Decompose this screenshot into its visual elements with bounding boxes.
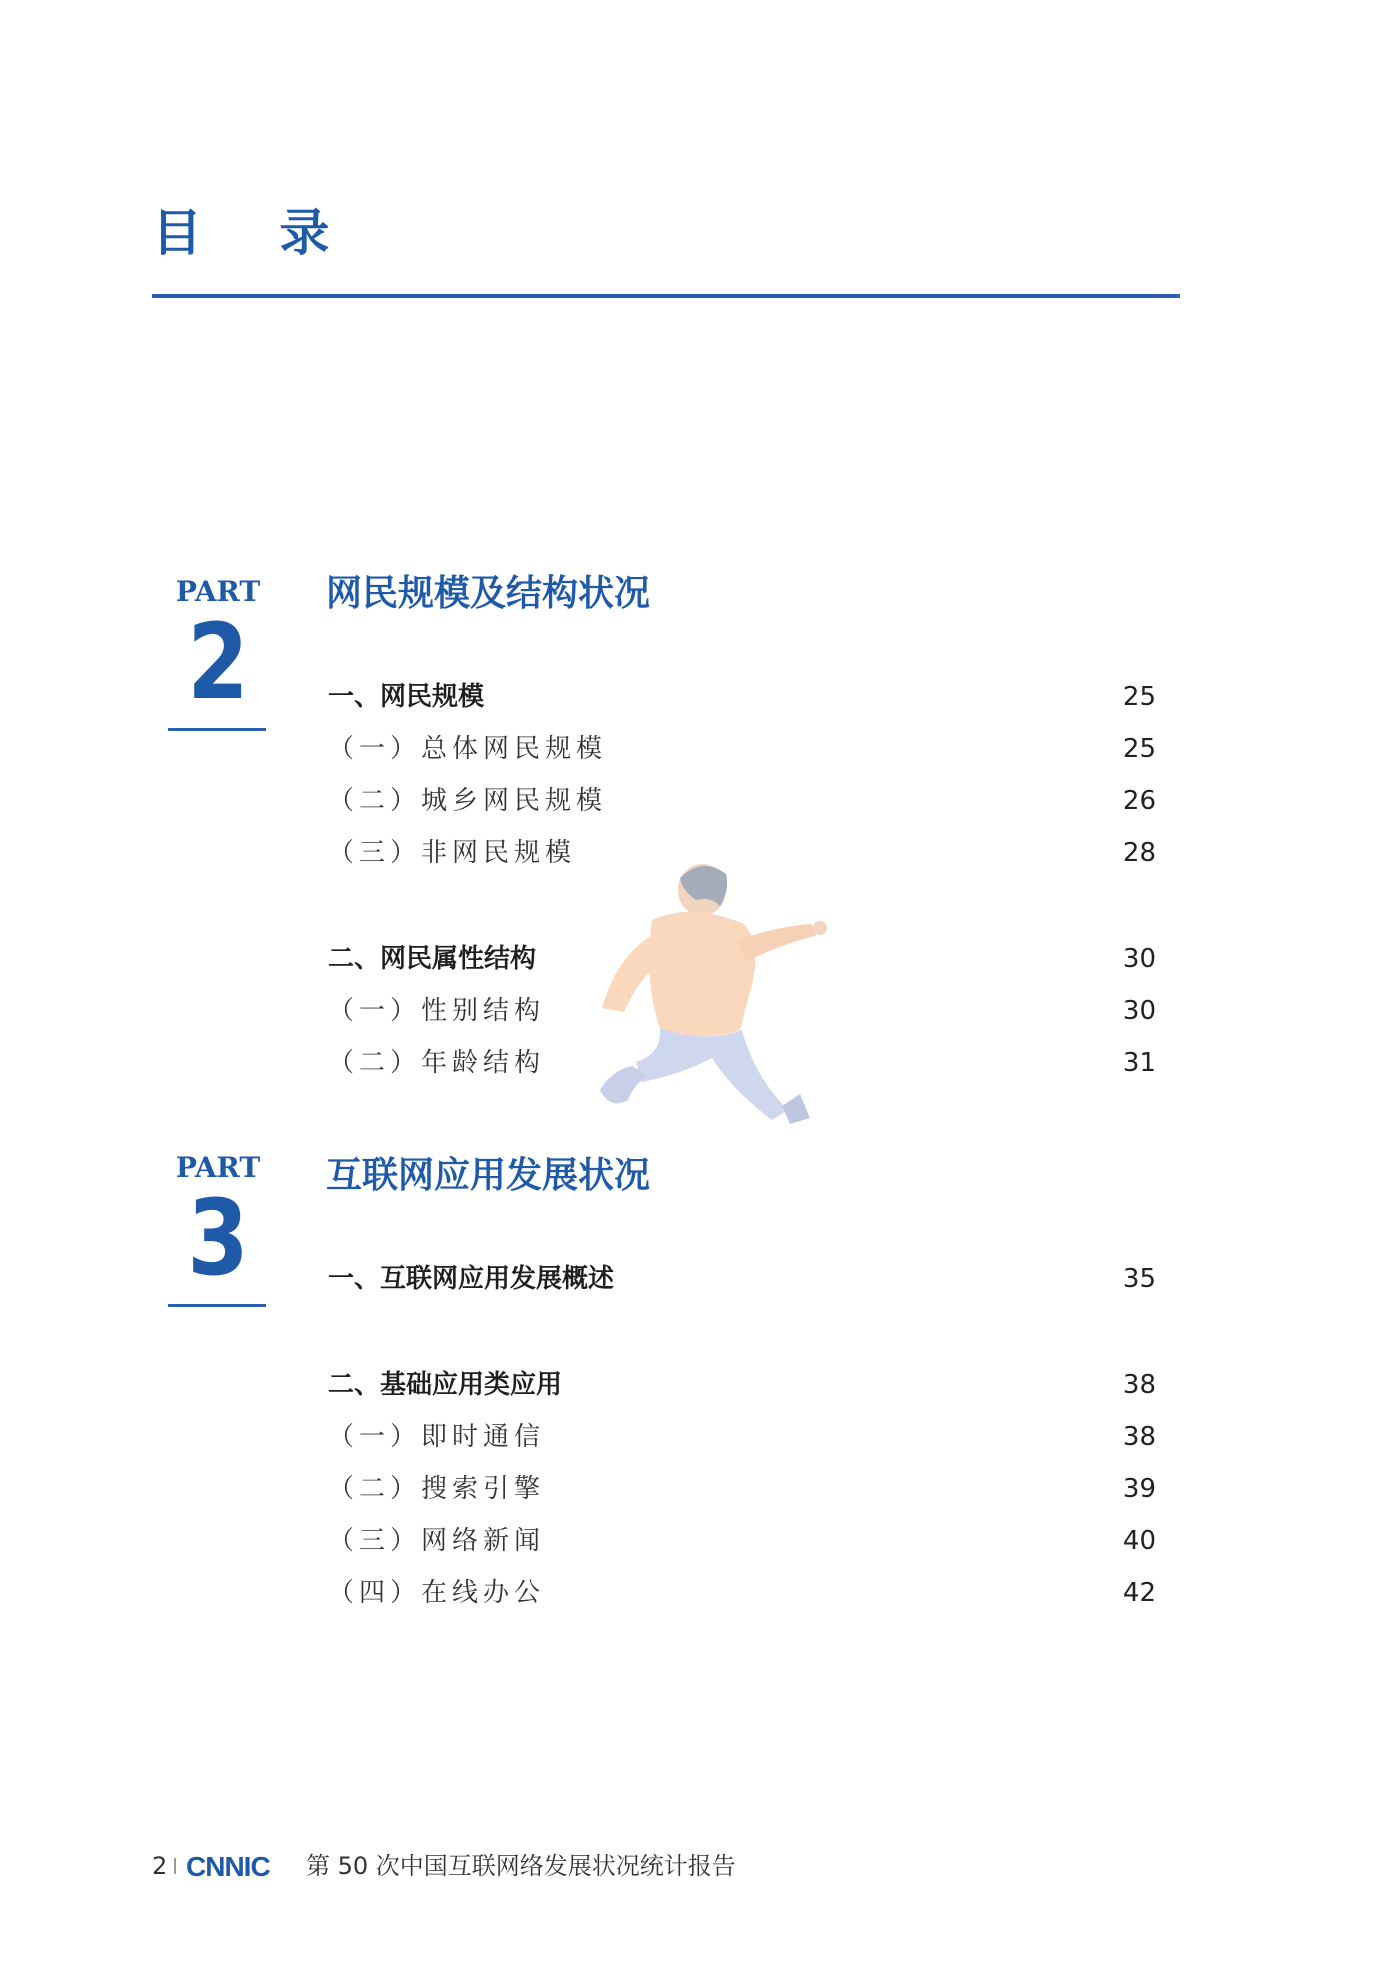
toc-entry[interactable] bbox=[328, 1262, 1156, 1296]
toc-entry-page: 31 bbox=[1122, 1048, 1156, 1078]
footer-page-number: 2 bbox=[152, 1852, 168, 1880]
toc-entry[interactable] bbox=[328, 732, 1156, 766]
toc-entry-label: 二、基础应用类应用 bbox=[328, 1370, 563, 1400]
part-2-word: PART bbox=[175, 575, 261, 608]
toc-entry-label: （三）网络新闻 bbox=[328, 1526, 546, 1556]
cnnic-logo bbox=[186, 1850, 296, 1882]
toc-entry-label: （三）非网民规模 bbox=[328, 838, 577, 868]
part-3-badge bbox=[168, 1151, 268, 1307]
toc-entry[interactable] bbox=[328, 1524, 1156, 1558]
toc-entry[interactable] bbox=[328, 942, 1156, 976]
part-3-word: PART bbox=[175, 1151, 261, 1184]
toc-entry[interactable] bbox=[328, 1046, 1156, 1080]
toc-entry[interactable] bbox=[328, 1472, 1156, 1506]
toc-entry-page: 28 bbox=[1122, 838, 1156, 868]
toc-entry-page: 25 bbox=[1122, 734, 1156, 764]
footer-separator bbox=[174, 1858, 176, 1874]
toc-entry-page: 38 bbox=[1122, 1422, 1156, 1452]
part-2-badge bbox=[168, 575, 268, 731]
toc-entry-label: （二）城乡网民规模 bbox=[328, 786, 608, 816]
part-3-number: 3 bbox=[187, 1177, 249, 1299]
toc-entry[interactable] bbox=[328, 836, 1156, 870]
toc-entry-label: （四）在线办公 bbox=[328, 1578, 546, 1608]
toc-entry-page: 35 bbox=[1122, 1264, 1156, 1294]
part-2-title[interactable]: 网民规模及结构状况 bbox=[326, 573, 651, 614]
toc-entry-page: 38 bbox=[1122, 1370, 1156, 1400]
toc-entry-label: （二）年龄结构 bbox=[328, 1048, 546, 1078]
toc-entry[interactable] bbox=[328, 784, 1156, 818]
part-2-number: 2 bbox=[187, 601, 249, 723]
toc-entry-page: 26 bbox=[1122, 786, 1156, 816]
part-3-title[interactable]: 互联网应用发展状况 bbox=[326, 1155, 651, 1196]
toc-entry[interactable] bbox=[328, 1368, 1156, 1402]
toc-entry[interactable] bbox=[328, 680, 1156, 714]
toc-entry[interactable] bbox=[328, 994, 1156, 1028]
toc-entry-page: 39 bbox=[1122, 1474, 1156, 1504]
toc-entry-page: 30 bbox=[1122, 996, 1156, 1026]
toc-entry-page: 42 bbox=[1122, 1578, 1156, 1608]
toc-entry-page: 30 bbox=[1122, 944, 1156, 974]
part-2-rule bbox=[168, 728, 266, 731]
toc-entry[interactable] bbox=[328, 1576, 1156, 1610]
toc-entry-page: 40 bbox=[1122, 1526, 1156, 1556]
cnnic-logo-text: CNNIC bbox=[186, 1851, 270, 1882]
footer-report-title: 第 50 次中国互联网络发展状况统计报告 bbox=[306, 1852, 736, 1880]
toc-entry-label: 二、网民属性结构 bbox=[328, 944, 537, 974]
toc-entry-label: （一）总体网民规模 bbox=[328, 734, 608, 764]
part-3-rule bbox=[168, 1304, 266, 1307]
title-rule bbox=[152, 294, 1180, 298]
toc-entry-label: 一、网民规模 bbox=[328, 682, 485, 712]
toc-entry-label: （二）搜索引擎 bbox=[328, 1474, 546, 1504]
toc-entry-page: 25 bbox=[1122, 682, 1156, 712]
toc-entry-label: （一）性别结构 bbox=[328, 996, 546, 1026]
toc-entry[interactable] bbox=[328, 1420, 1156, 1454]
toc-entry-label: （一）即时通信 bbox=[328, 1422, 546, 1452]
toc-title: 目 录 bbox=[152, 204, 360, 262]
toc-entry-label: 一、互联网应用发展概述 bbox=[328, 1264, 615, 1294]
